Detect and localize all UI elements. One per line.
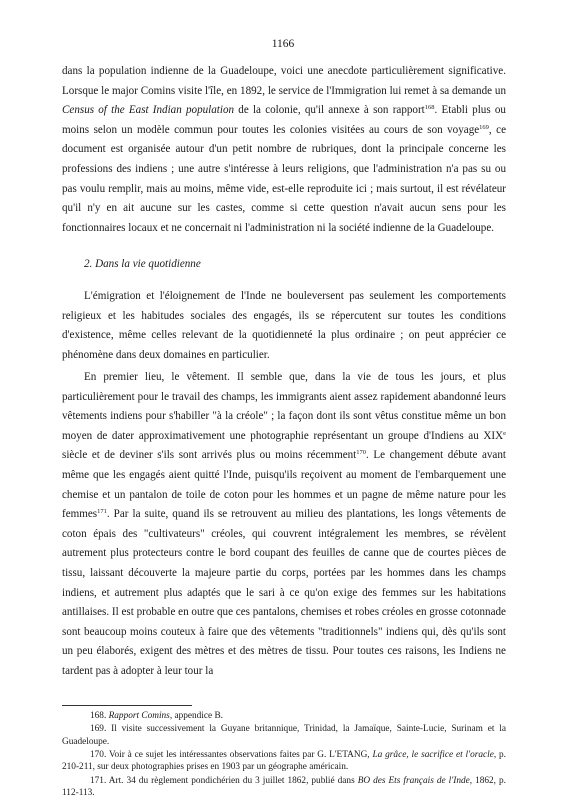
- paragraph-1-text-a: dans la population indienne de la Guadeloupe, voici une anecdote particulièrement significative. Lorsque le major Comins visite l'île, en 1892, le service de l'Immigration lui remet à sa demande un: [62, 65, 506, 97]
- footnote-ref-171[interactable]: 171: [97, 508, 107, 516]
- footnote-171: [62, 775, 506, 799]
- footnote-171-title: BO des Ets français de l'Inde: [357, 775, 470, 786]
- footnotes: [62, 710, 506, 800]
- footnote-170-text-a: 170. Voir à ce sujet les intéressantes observations faites par G. L'ETANG,: [90, 749, 373, 760]
- page-number: 1166: [271, 38, 295, 50]
- footnote-170: [62, 749, 506, 773]
- footnote-171-text-b: , 1862, p. 112-113.: [62, 775, 506, 798]
- paragraph-1-text-c: de la colonie, qu'il annexe à son rapport: [234, 104, 425, 117]
- footnote-169: 169. Il visite successivement la Guyane britannique, Trinidad, la Jamaïque, Sainte-Lucie, Surinam et la Guadeloupe.: [62, 724, 506, 747]
- footnote-168-title: Rapport Comins: [108, 711, 170, 721]
- census-title: Census of the East Indian population: [62, 104, 235, 117]
- footnote-168-rest: , appendice B.: [169, 711, 223, 721]
- footnote-ref-170[interactable]: 170: [356, 449, 366, 457]
- section-heading-block: [62, 255, 506, 275]
- paragraph-3-text-d: . Par la suite, quand ils se retrouvent au milieu des plantations, les longs vêtements de coton épais des "cultivateurs" créoles, qui couvrent intégralement les membres, se révèlent autrement plus protecteurs contre le bord coupant des feuilles de canne que de courtes pièces de tissu, laissant découverte la majeure partie du corps, portées par les hommes dans les champs indiens, et autrement plus adaptés que le sari à ce qu'on exige des femmes sur les habitations antillaises. Il est probable en outre que ces pantalons, chemises et robes créoles en grosse cotonnade sont beaucoup moins couteux à faire que des vêtements "traditionnels" indiens qui, dès qu'ils sont un peu élaborés, exigent des mètres et des mètres de tissu. Pour toutes ces raisons, les Indiens ne tardent pas à adopter à leur tour la: [62, 508, 506, 677]
- footnote-ref-169[interactable]: 169: [479, 123, 489, 131]
- paragraph-2: [62, 287, 506, 365]
- paragraph-3-text-b: siècle et de deviner s'ils sont arrivés plus ou moins récemment: [62, 449, 357, 462]
- paragraph-3-text-c: . Le changement débute avant même que les engagés aient quitté l'Inde, puisqu'ils reçoivent au moment de l'embarquement une chemise et un pantalon de toile de coton pour les hommes et un pagne de même nature pour les femmes: [62, 449, 506, 521]
- footnote-separator: [62, 705, 192, 706]
- footnote-ref-168[interactable]: 168: [424, 104, 435, 112]
- paragraph-3: [62, 368, 506, 682]
- paragraph-3-text-a: En premier lieu, le vêtement. Il semble que, dans la vie de tous les jours, et plus particulièrement pour le travail des champs, les immigrants aient assez rapidement abandonné leurs vêtements indiens pour s'habiller "à la créole" ; la façon dont ils sont vêtus constitue même un bon moyen de dater approximativement une photographie représentant un groupe d'Indiens au XIX: [62, 371, 506, 442]
- paragraph-2-text: L'émigration et l'éloignement de l'Inde ne bouleversent pas seulement les comportements religieux et les habitudes sociales des engagés, ils se répercutent sur toutes les conditions d'existence, même celles relevant de la quotidienneté la plus ordinaire ; on peut apprécier ce phénomène dans deux domaines en particulier.: [62, 290, 506, 361]
- footnote-168: [62, 710, 506, 722]
- paragraph-1-text-e: , ce document est organisée autour d'un petit nombre de rubriques, dont la principale concerne les professions des indiens ; une autre s'intéresse à leurs religions, que l'administration n'a pas su ou pas voulu remplir, mais au moins, même vide, est-elle reproduite ici ; mais surtout, il est révélateur qu'il n'y en ait aucune sur les castes, comme si cette question n'avait aucun sens pour les fonctionnaires locaux et ne concernait ni l'administration ni la société indienne de la Guadeloupe.: [62, 123, 506, 234]
- footnote-170-title: La grâce, le sacrifice et l'oracle: [372, 749, 494, 760]
- paragraph-1: [62, 62, 506, 238]
- footnote-168-number: 168.: [90, 711, 109, 721]
- footnote-170-text-b: , p. 210-211, sur deux photographies prises en 1903 par un géographe américain.: [62, 749, 506, 773]
- century-superscript: e: [503, 429, 506, 437]
- paragraph-1-text-d: . Etabli plus ou moins selon un modèle commun pour toutes les colonies visitées au cours de son voyage: [62, 104, 506, 136]
- footnote-171-text-a: 171. Art. 34 du règlement pondichérien du 3 juillet 1862, publié dans: [90, 775, 358, 786]
- section-heading: 2. Dans la vie quotidienne: [84, 258, 201, 270]
